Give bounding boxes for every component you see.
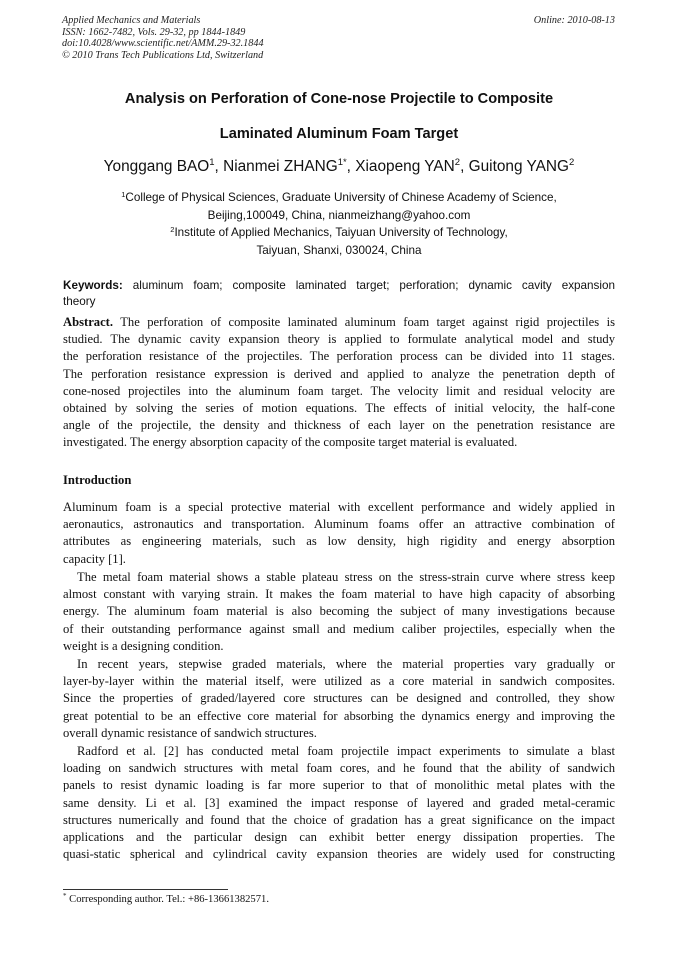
abstract-label: Abstract.: [63, 315, 114, 329]
abstract-line: The perforation resistance expression is derived and applied to analyze the penetration depth of: [63, 366, 615, 381]
journal-header: [62, 15, 264, 61]
journal-doi: doi:10.4028/www.scientific.net/AMM.29-32.1844: [62, 38, 264, 50]
paper-title-line-1: Analysis on Perforation of Cone-nose Projectile to Composite: [124, 91, 554, 107]
paragraph-line: structures numerically and found that the choice of gradation has a great significance on the impact: [63, 812, 615, 827]
keywords-label: Keywords:: [63, 279, 123, 292]
abstract: [63, 314, 615, 452]
journal-copyright: © 2010 Trans Tech Publications Ltd, Switzerland: [62, 49, 264, 61]
abstract-line: obtained by solving the series of motion equations. The effects of initial velocity, the half-cone: [63, 401, 615, 416]
paragraph-line: overall dynamic resistance of sandwich structures.: [63, 725, 317, 740]
author-name: Nianmei ZHANG: [223, 158, 338, 175]
author-affil-mark: 1*: [337, 157, 347, 168]
paragraph-line: almost constant with varying strain. It makes the foam material to have high capacity of absorbing: [63, 587, 615, 602]
footnote-divider: [63, 889, 228, 890]
affiliation-1-line-2: Beijing,100049, China, nianmeizhang@yahoo.com: [207, 208, 471, 222]
paragraph: [63, 499, 615, 568]
author-affil-mark: 2: [569, 157, 575, 168]
affiliation-1-line-1: $^1$College of Physical Sciences, Graduate University of Chinese Academy of Science,: [121, 190, 557, 204]
abstract-line: angle of the projectile, the density and thickness of each layer on the penetration resistance are: [63, 418, 615, 433]
author-separator: ,: [214, 158, 224, 175]
paragraph-line: Radford et al. [2] has conducted metal foam projectile impact experiments to simulate a blast: [77, 744, 615, 758]
abstract-line: the perforation resistance of the projectiles. The perforation process can be divided into 11 stages.: [63, 349, 615, 364]
paragraph-line: The metal foam material shows a stable plateau stress on the stress-strain curve where stress keep: [77, 570, 615, 584]
paragraph: [63, 656, 615, 742]
paragraph: [63, 569, 615, 655]
author-separator: ,: [460, 158, 469, 175]
keywords-line: theory: [63, 295, 96, 309]
online-date: Online: 2010-08-13: [533, 15, 615, 26]
affiliations: [63, 189, 615, 259]
paragraph-line: layer-by-layer within the material itself, were utilized as a core material in sandwich composites.: [63, 674, 615, 689]
paragraph-line: aeronautics, astronautics and transportation. Aluminum foams offer an attractive combination of: [63, 517, 615, 532]
paragraph-line: same density. Li et al. [3] examined the impact response of layered and graded metal-ceramic: [63, 795, 615, 810]
paragraph: [63, 743, 615, 863]
paragraph-line: In recent years, stepwise graded materials, where the material properties vary gradually or: [77, 657, 615, 671]
paragraph-line: loading on sandwich structures with metal foam cores, and he found that the ability of sandwich: [63, 761, 615, 776]
paragraph-line: weight is a designing condition.: [63, 638, 224, 653]
author-name: Yonggang BAO: [103, 158, 210, 175]
journal-issn: ISSN: 1662-7482, Vols. 29-32, pp 1844-1849: [62, 26, 246, 38]
paragraph-line: attributes as engineering materials, such as low density, high rigidity and energy absorption: [63, 534, 615, 549]
paragraph-line: Since the properties of graded/layered core structures can be designed and controlled, they show: [63, 691, 615, 706]
paper-title-line-2: Laminated Aluminum Foam Target: [219, 126, 459, 142]
affiliation-2-line-1: $^2$Institute of Applied Mechanics, Taiyuan University of Technology,: [170, 225, 508, 240]
author-list: [63, 158, 615, 176]
section-heading-introduction: Introduction: [63, 473, 132, 487]
footnote-mark: *: [63, 892, 67, 900]
paragraph-line: quasi-static spherical and cylindrical cavity expansion theories are widely used for constructing: [63, 847, 615, 862]
keywords-line: Keywords: aluminum foam; composite laminated target; perforation; dynamic cavity expansion: [63, 279, 615, 292]
author-name: Xiaopeng YAN: [355, 158, 455, 175]
paragraph-line: Aluminum foam is a special protective material with excellent performance and widely applied in: [63, 500, 615, 514]
affiliation-mark: 1: [121, 190, 126, 199]
journal-name: Applied Mechanics and Materials: [62, 15, 201, 26]
abstract-line: investigated. The energy absorption capacity of the composite target material is evaluated.: [63, 435, 518, 450]
paragraph-line: panels to resist dynamic loading is far more superior to that of monolithic metal plates with the: [63, 778, 615, 793]
paragraph-line: great potential to be an effective core material for absorbing the dynamics energy and improving the: [63, 708, 615, 723]
footnote: [63, 894, 269, 905]
author-separator: ,: [346, 158, 356, 175]
abstract-line: studied. The dynamic cavity expansion theory is applied to formulate analytical model and study: [63, 332, 615, 347]
abstract-line: Abstract. The perforation of composite laminated aluminum foam target against rigid projectiles is: [63, 315, 615, 329]
author-affil-mark: 1: [209, 157, 215, 168]
paragraph-line: energy. The aluminum foam material is also becoming the subject of many investigations because: [63, 604, 615, 619]
abstract-line: cone-nosed projectiles into the aluminum foam target. The velocity limit and residual velocity are: [63, 383, 615, 398]
author-affil-mark: 2: [454, 157, 461, 168]
author-name: Guitong YANG: [468, 158, 570, 175]
paragraph-line: of their outstanding performance against small and medium caliber projectiles, especially when the: [63, 621, 615, 636]
affiliation-mark: 2: [170, 225, 175, 235]
paragraph-line: applications and the particular design can exhibit better energy dissipation properties. The: [63, 830, 615, 845]
affiliation-2-line-2: Taiyuan, Shanxi, 030024, China: [256, 243, 422, 257]
footnote-text: Corresponding author. Tel.: +86-13661382571.: [66, 894, 269, 905]
paragraph-line: capacity [1].: [63, 551, 126, 566]
keywords: [63, 278, 615, 311]
